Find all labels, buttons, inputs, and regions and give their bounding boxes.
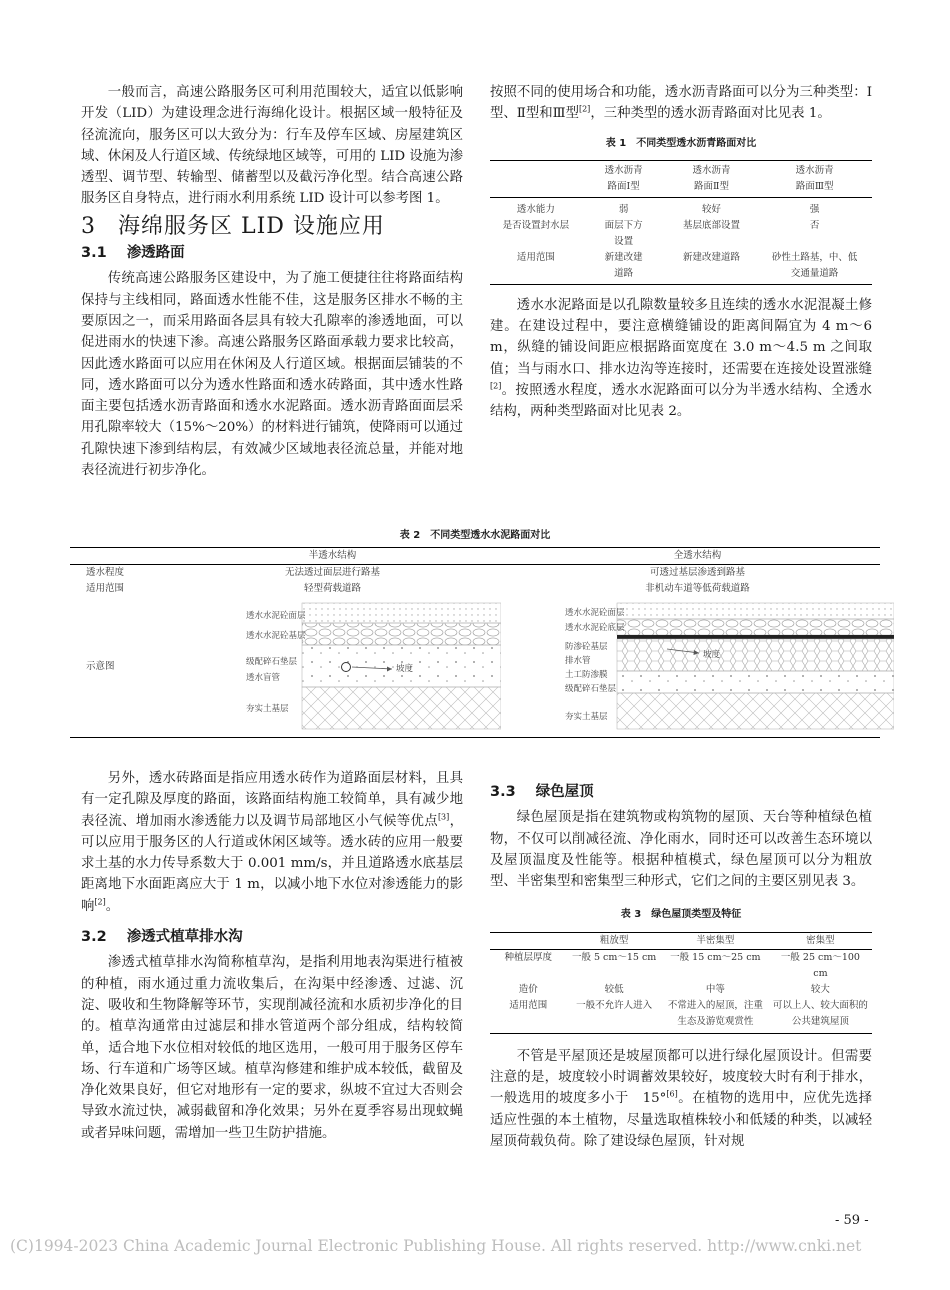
paragraph bbox=[490, 295, 872, 423]
layer-label: 透水水泥砼面层 bbox=[246, 611, 306, 621]
table-title: 不同类型透水水泥路面对比 bbox=[430, 530, 551, 541]
full-permeable-diagram bbox=[529, 601, 866, 731]
subsection-number: 3.1 bbox=[81, 245, 107, 262]
paragraph bbox=[490, 1046, 872, 1152]
text-run: ，可以应用于服务区的人行道或休闲区域等。透水砖的应用一般要求土基的水力传导系数大于 0.001 mm/s，并且道路透水底基层距离地下水面距离应大于 1 m，以减小地下水位对渗透能力的影响 bbox=[81, 813, 464, 914]
subsection-title: 渗透路面 bbox=[126, 245, 185, 262]
table-header-row bbox=[490, 160, 872, 197]
subsection-heading bbox=[81, 927, 463, 948]
table-row bbox=[490, 197, 872, 218]
subsection-heading bbox=[490, 782, 872, 803]
paragraph bbox=[81, 768, 463, 917]
table-cell: 透水程度 bbox=[86, 567, 125, 578]
table-header-row bbox=[490, 932, 872, 949]
table-number: 表 1 bbox=[605, 137, 627, 149]
table-cell: 基层底部设置 bbox=[683, 219, 741, 231]
table-cell: 否 bbox=[809, 219, 820, 231]
table-cell: 示意图 bbox=[70, 597, 150, 738]
table-cell: 新建改建道路 bbox=[666, 250, 758, 285]
table-2 bbox=[70, 547, 880, 738]
table-cell: 是否设置封水层 bbox=[502, 219, 570, 231]
table-cell: 轻型荷载道路 bbox=[303, 583, 361, 594]
layer-label: 排水管 bbox=[565, 656, 591, 666]
table-cell: 一般不允许人进入 bbox=[566, 998, 662, 1034]
lower-right-column bbox=[490, 768, 872, 1152]
citation: [2] bbox=[490, 381, 502, 391]
citation: [2] bbox=[94, 897, 106, 907]
table-header-cell: 全透水结构 bbox=[515, 548, 880, 565]
table-header-cell: 密集型 bbox=[769, 932, 872, 949]
table-row bbox=[70, 597, 880, 738]
subsection-number: 3.3 bbox=[490, 784, 516, 800]
table-header-cell: 透水沥青路面Ⅲ型 bbox=[757, 160, 872, 197]
subsection-number: 3.2 bbox=[81, 929, 107, 946]
text-run: 另外，透水砖路面是指应用透水砖作为道路面层材料，且具有一定孔隙及厚度的路面，该路面结构施工较简单，具有减少地表径流、增加雨水渗透能力以及调节局部地区小气候等优点 bbox=[81, 771, 463, 829]
layer-surface bbox=[617, 603, 894, 619]
paragraph: 一般而言，高速公路服务区可利用范围较大，适宜以低影响开发（LID）为建设理念进行海绵化设计。根据区域一般特征及径流流向，服务区可以大致分为：行车及停车区域、房屋建筑区域、休闲及人行道区域、传统绿地区域等，可用的 LID 设施为渗透型、调节型、转输型、储蓄型以及截污净化型。结合高速公路服务区自身特点，进行雨水利用系统 LID 设计可以参考图 1。 bbox=[81, 85, 463, 207]
section-number: 3 bbox=[81, 213, 96, 239]
table-row bbox=[490, 998, 872, 1034]
table-header-cell: 半透水结构 bbox=[150, 548, 515, 565]
table-cell: 适用范围 bbox=[490, 250, 582, 285]
table-header-cell bbox=[70, 548, 150, 565]
table-cell: 面层下方设置 bbox=[604, 219, 643, 247]
text-run: 不管是平屋顶还是坡屋顶都可以进行绿化屋顶设计。但需要注意的是，坡度较小时调蓄效果较好，坡度较大时有利于排水，一般选用的坡度多小于 15° bbox=[490, 1048, 872, 1107]
paragraph: 绿色屋顶是指在建筑物或构筑物的屋顶、天台等种植绿色植物，不仅可以削减径流、净化雨水，同时还可以改善生态环境以及屋顶温度及性能等。根据种植模式，绿色屋顶可以分为粗放型、半密集型和密集型三种形式，它们之间的主要区别见表 3。 bbox=[490, 810, 872, 890]
semi-permeable-diagram-svg bbox=[164, 601, 501, 731]
table-cell: 一般 15 cm～25 cm bbox=[670, 951, 761, 963]
table-row bbox=[490, 982, 872, 998]
table-title: 不同类型透水沥青路面对比 bbox=[636, 137, 757, 149]
layer-base bbox=[617, 639, 894, 671]
subsection-title: 渗透式植草排水沟 bbox=[126, 929, 243, 946]
paragraph: 传统高速公路服务区建设中，为了施工便捷往往将路面结构保持与主线相同，路面透水性能不佳，这是服务区排水不畅的主要原因之一，而采用路面各层具有较大孔隙率的渗透地面，可以促进雨水的快速下渗。高速公路服务区路面承载力要求比较高，因此透水路面可以应用在休闲及人行道区域。根据面层铺装的不同，透水路面可以分为透水性路面和透水砖路面，其中透水性路面主要包括透水沥青路面和透水水泥路面。透水沥青路面面层采用孔隙率较大（15%～20%）的材料进行铺筑，使降雨可以通过孔隙快速下渗到结构层，有效减少区域地表径流总量，并能对地表径流进行初步净化。 bbox=[81, 271, 463, 479]
layer-soil bbox=[617, 693, 894, 729]
layer-label: 透水盲管 bbox=[246, 673, 281, 683]
table-cell: 透水能力 bbox=[516, 203, 555, 215]
table-cell: 较大 bbox=[810, 983, 830, 995]
table-cell: 无法透过面层进行路基 bbox=[284, 567, 380, 578]
right-column bbox=[490, 82, 872, 423]
table-header-row bbox=[70, 548, 880, 565]
table-caption bbox=[490, 133, 872, 154]
table-row bbox=[70, 581, 880, 597]
table-header-cell: 粗放型 bbox=[566, 932, 662, 949]
table-cell: 砂性土路基，中、低交通量道路 bbox=[757, 250, 872, 285]
table-number: 表 3 bbox=[620, 909, 642, 921]
text-run: 。在植物的选用中，应优先选择适应性强的本土植物，尽量选取植株较小和低矮的种类，以减轻屋顶荷载负荷。除了建设绿色屋顶，针对规 bbox=[490, 1091, 873, 1149]
table-cell: 较低 bbox=[604, 983, 624, 995]
citation: [3] bbox=[437, 812, 450, 822]
table-header-cell: 透水沥青路面Ⅱ型 bbox=[666, 160, 758, 197]
subsection-title: 绿色屋顶 bbox=[535, 784, 594, 800]
table-cell: 可以上人、较大面积的公共建筑屋顶 bbox=[769, 998, 872, 1034]
layer-label: 透水水泥砼基层 bbox=[246, 631, 306, 641]
layer-soil bbox=[302, 687, 501, 729]
paragraph: 渗透式植草排水沟简称植草沟，是指利用地表沟渠进行植被的种植，雨水通过重力流收集后，在沟渠中经渗透、过滤、沉淀、吸收和生物降解等环节，实现削减径流和水质初步净化的目的。植草沟通常由过滤层和排水管道两个部分组成，结构较简单，适合地下水位相对较低的地区选用，一般可用于服务区停车场、行车道和广场等区域。植草沟修建和维护成本较低，截留及净化效果良好，但它对地形有一定的要求，纵坡不宜过大否则会导致水流过快，减弱截留和净化效果；另外在夏季容易出现蚊蝇或者异味问题，需增加一些卫生防护措施。 bbox=[81, 955, 463, 1141]
layer-label: 级配碎石垫层 bbox=[246, 657, 298, 667]
table-cell: 弱 bbox=[618, 203, 629, 215]
table-cell: 种植层厚度 bbox=[504, 951, 552, 963]
table-cell: 强 bbox=[809, 203, 820, 215]
citation: [2] bbox=[578, 104, 591, 114]
table-cell: 一般 25 cm～100 cm bbox=[780, 951, 860, 979]
table-header-cell: 半密集型 bbox=[662, 932, 769, 949]
table-cell: 较好 bbox=[702, 203, 722, 215]
text-run: ，三种类型的透水沥青路面对比见表 1。 bbox=[590, 106, 831, 122]
paragraph bbox=[490, 82, 872, 125]
table-caption bbox=[490, 904, 872, 925]
left-column bbox=[81, 82, 463, 481]
table-cell bbox=[150, 597, 515, 738]
table-cell: 适用范围 bbox=[86, 583, 125, 594]
table-cell: 适用范围 bbox=[490, 998, 566, 1034]
table-number: 表 2 bbox=[399, 530, 421, 541]
table-cell bbox=[515, 597, 880, 738]
table-cell: 不常进入的屋顶，注重生态及游览观赏性 bbox=[662, 998, 769, 1034]
slope-label: 坡度 bbox=[396, 664, 414, 674]
layer-label: 夯实土基层 bbox=[565, 712, 608, 722]
layer-label: 级配碎石垫层 bbox=[565, 684, 617, 694]
table-row bbox=[490, 250, 872, 285]
table-2-block bbox=[70, 526, 880, 738]
layer-label: 透水水泥砼底层 bbox=[565, 623, 625, 633]
semi-permeable-diagram bbox=[164, 601, 501, 731]
table-header-cell bbox=[490, 160, 582, 197]
table-caption bbox=[70, 526, 880, 541]
table-header-cell bbox=[490, 932, 566, 949]
lower-left-column bbox=[81, 768, 463, 1144]
page-number: - 59 - bbox=[835, 1213, 869, 1228]
table-row bbox=[490, 949, 872, 982]
impermeable-line bbox=[617, 635, 894, 639]
table-cell: 造价 bbox=[518, 983, 538, 995]
layer-base bbox=[302, 623, 501, 645]
table-cell: 新建改建道路 bbox=[582, 250, 666, 285]
layer-label: 透水水泥砼面层 bbox=[565, 608, 625, 618]
table-row bbox=[70, 565, 880, 582]
text-run: 按照不同的使用场合和功能，透水沥青路面可以分为三种类型：Ⅰ型、Ⅱ型和Ⅲ型 bbox=[490, 85, 872, 122]
layer-label: 防渗砼基层 bbox=[565, 642, 608, 652]
text-run: 。按照透水程度，透水水泥路面可以分为半透水结构、全透水结构，两种类型路面对比见表 2。 bbox=[490, 383, 872, 420]
layer-bottom bbox=[617, 619, 894, 635]
section-title: 海绵服务区 LID 设施应用 bbox=[118, 213, 385, 239]
layer-label: 土工防渗膜 bbox=[565, 670, 608, 680]
table-header-cell: 透水沥青路面Ⅰ型 bbox=[582, 160, 666, 197]
table-cell: 可透过基层渗透到路基 bbox=[649, 567, 745, 578]
table-row bbox=[490, 218, 872, 250]
subsection-heading bbox=[81, 243, 463, 264]
copyright-footer: (C)1994-2023 China Academic Journal Electronic Publishing House. All rights reserved. http://www.cnki.net bbox=[10, 1237, 862, 1255]
slope-label: 坡度 bbox=[703, 650, 721, 660]
layer-surface bbox=[302, 603, 501, 623]
table-cell: 非机动车道等低荷载道路 bbox=[645, 583, 750, 594]
text-run: 透水水泥路面是以孔隙数量较多且连续的透水水泥混凝土修建。在建设过程中，要注意横缝铺设的距离间隔宜为 4 m～6 m，纵缝的铺设间距应根据路面宽度在 3.0 m～4.5 m 之间取值；当与雨水口、排水边沟等连接时，还需要在连接处设置涨缝 bbox=[490, 297, 872, 377]
table-title: 绿色屋顶类型及特征 bbox=[651, 909, 742, 921]
table-1 bbox=[490, 160, 872, 285]
section-heading bbox=[81, 213, 463, 239]
table-3 bbox=[490, 932, 872, 1034]
layer-gravel bbox=[617, 671, 894, 693]
table-cell: 中等 bbox=[705, 983, 725, 995]
layer-label: 夯实土基层 bbox=[246, 704, 289, 714]
citation: [6] bbox=[666, 1089, 678, 1099]
text-run: 。 bbox=[105, 898, 120, 914]
table-cell: 一般 5 cm～15 cm bbox=[571, 951, 657, 963]
